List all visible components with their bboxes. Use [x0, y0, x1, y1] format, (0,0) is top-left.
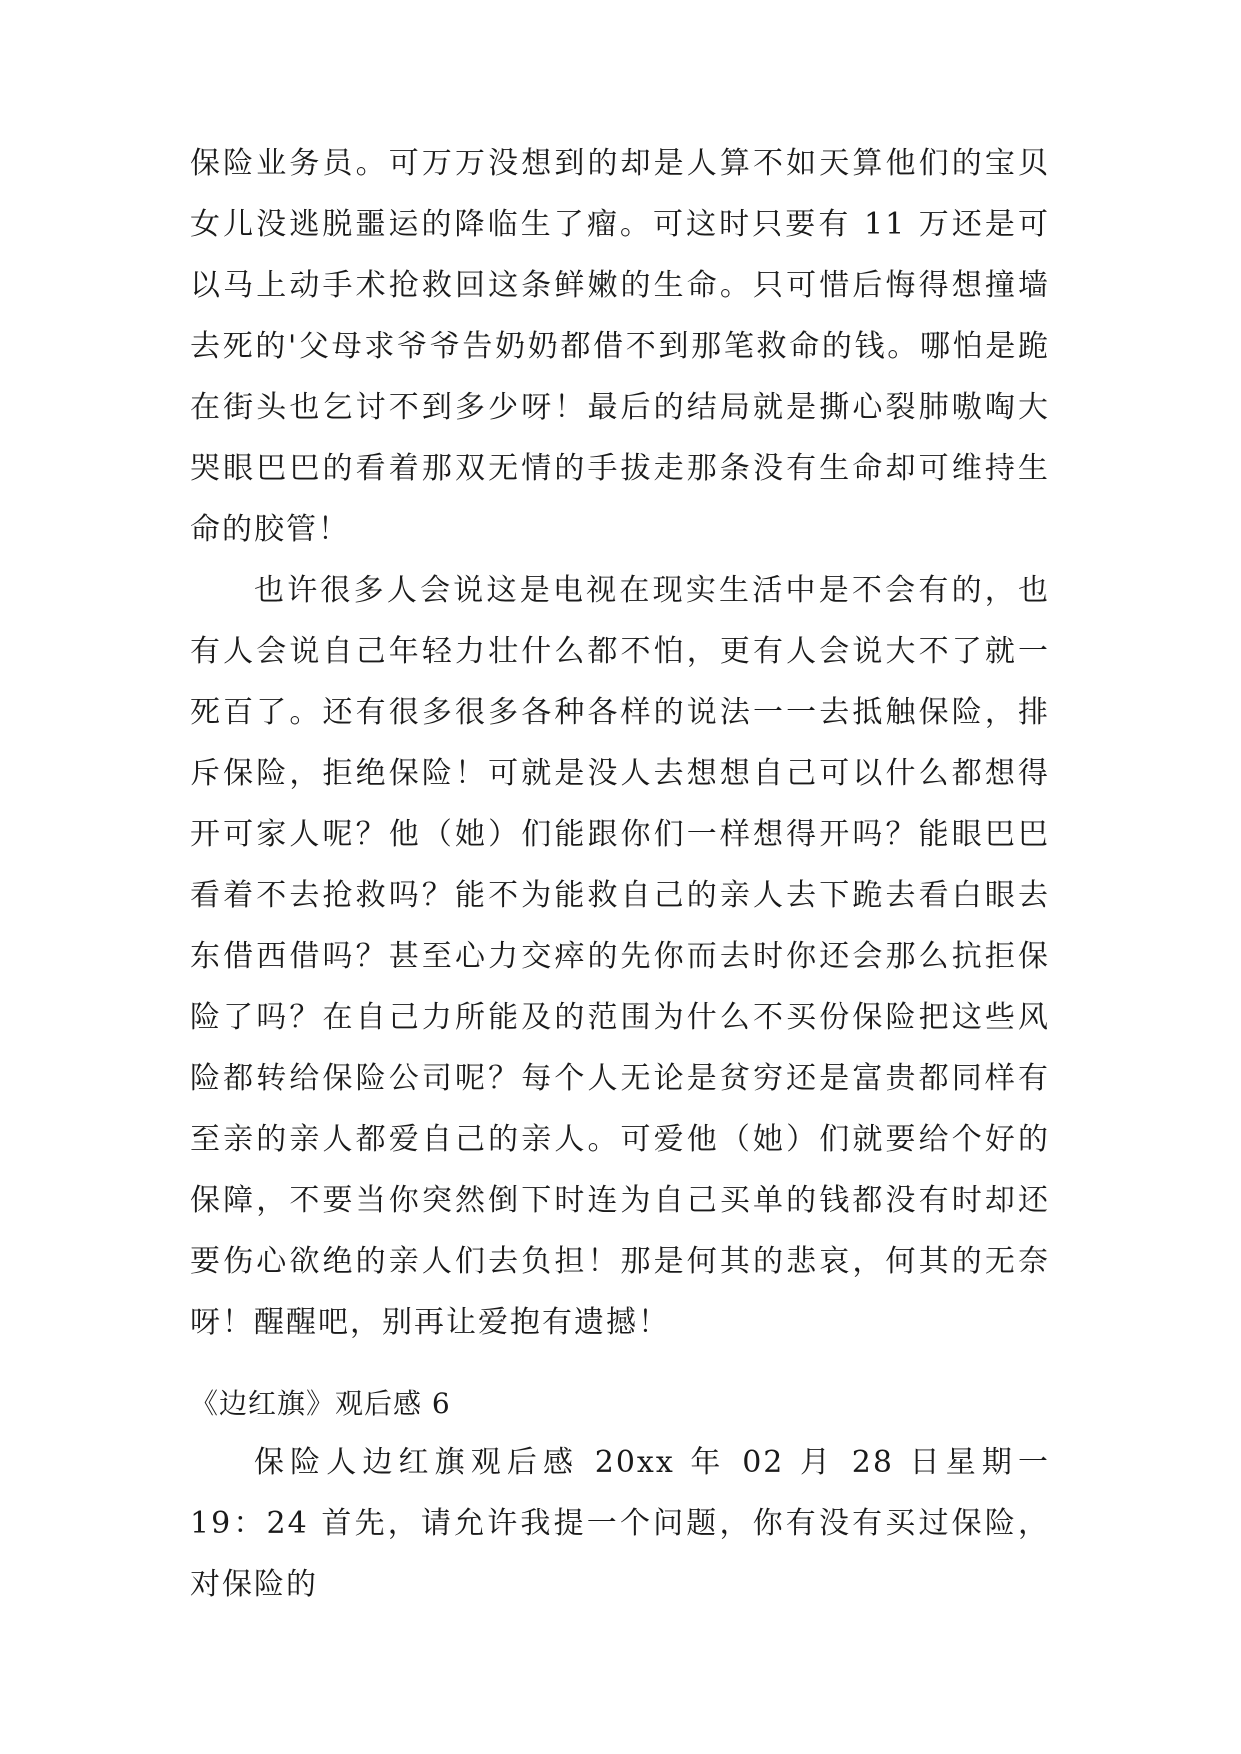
- paragraph-section-6-start: 保险人边红旗观后感 20xx 年 02 月 28 日星期一 19：24 首先，请允许我提一个问题，你有没有买过保险，对保险的: [190, 1445, 1050, 1602]
- section-heading: 《边红旗》观后感 6: [190, 1387, 451, 1420]
- paragraph-insurance-reflection: 也许很多人会说这是电视在现实生活中是不会有的，也有人会说自己年轻力壮什么都不怕，更有人会说大不了就一死百了。还有很多很多各种各样的说法一一去抵触保险，排斥保险，拒绝保险！可就是没人去想想自己可以什么都想得开可家人呢？他（她）们能跟你们一样想得开吗？能眼巴巴看着不去抢救吗？能不为能救自己的亲人去下跪去看白眼去东借西借吗？甚至心力交瘁的先你而去时你还会那么抗拒保险了吗？在自己力所能及的范围为什么不买份保险把这些风险都转给保险公司呢？每个人无论是贫穷还是富贵都同样有至亲的亲人都爱自己的亲人。可爱他（她）们就要给个好的保障，不要当你突然倒下时连为自己买单的钱都没有时却还要伤心欲绝的亲人们去负担！那是何其的悲哀，何其的无奈呀！醒醒吧，别再让爱抱有遗撼！: [190, 573, 1050, 1340]
- paragraph-continuation: 保险业务员。可万万没想到的却是人算不如天算他们的宝贝女儿没逃脱噩运的降临生了瘤。可这时只要有 11 万还是可以马上动手术抢救回这条鲜嫩的生命。只可惜后悔得想撞墙去死的'父母求爷爷告奶奶都借不到那笔救命的钱。哪怕是跪在街头也乞讨不到多少呀！最后的结局就是撕心裂肺嗷啕大哭眼巴巴的看着那双无情的手拔走那条没有生命却可维持生命的胶管！: [190, 146, 1050, 547]
